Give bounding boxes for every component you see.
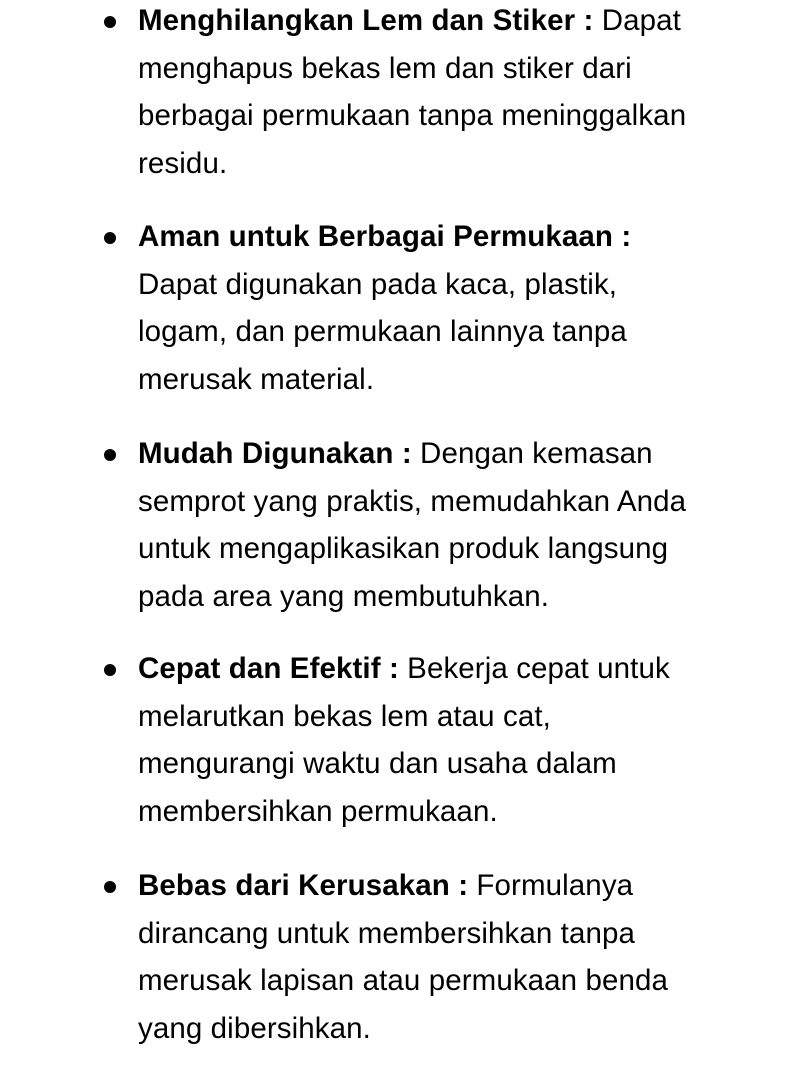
item-text: Formulanya [468,869,634,902]
item-first-line [138,645,738,693]
item-text-line: menghapus bekas lem dan stiker dari [138,51,632,85]
item-text-line: untuk mengaplikasikan produk langsung [138,532,669,566]
item-first-line [138,0,738,45]
item-text-line: melarutkan bekas lem atau cat, [138,699,551,733]
item-text-line: dirancang untuk membersihkan tanpa [138,916,636,950]
item-text: Bekerja cepat untuk [398,652,670,685]
item-term: Menghilangkan Lem dan Stiker : [138,4,594,37]
bullet-icon [104,664,116,676]
item-text-line: berbagai permukaan tanpa meninggalkan [138,99,687,133]
bullet-icon [104,16,116,28]
item-first-line [138,213,738,261]
item-text: Dapat [593,4,681,37]
item-first-line [138,430,738,478]
item-text-line: logam, dan permukaan lainnya tanpa [138,315,627,349]
item-text-line: pada area yang membutuhkan. [138,579,550,613]
item-term: Bebas dari Kerusakan : [138,869,469,902]
item-term: Aman untuk Berbagai Permukaan : [138,220,632,253]
item-text-line: merusak lapisan atau permukaan benda [138,964,669,998]
item-text: Dengan kemasan [411,437,653,470]
item-term: Cepat dan Efektif : [138,652,399,685]
item-first-line [138,862,738,910]
list-item [138,213,738,403]
list-item [138,430,738,620]
item-term: Mudah Digunakan : [138,437,412,470]
bullet-icon [104,232,116,244]
bullet-icon [104,449,116,461]
list-item [138,862,738,1052]
list-item [138,0,738,187]
item-text-line: residu. [138,146,228,180]
list-item [138,645,738,835]
item-text-line: Dapat digunakan pada kaca, plastik, [138,267,618,301]
bullet-icon [104,881,116,893]
item-text-line: semprot yang praktis, memudahkan Anda [138,484,687,518]
item-text-line: membersihkan permukaan. [138,794,498,828]
item-text-line: merusak material. [138,362,375,396]
item-text-line: yang dibersihkan. [138,1011,371,1045]
item-text-line: mengurangi waktu dan usaha dalam [138,747,617,781]
